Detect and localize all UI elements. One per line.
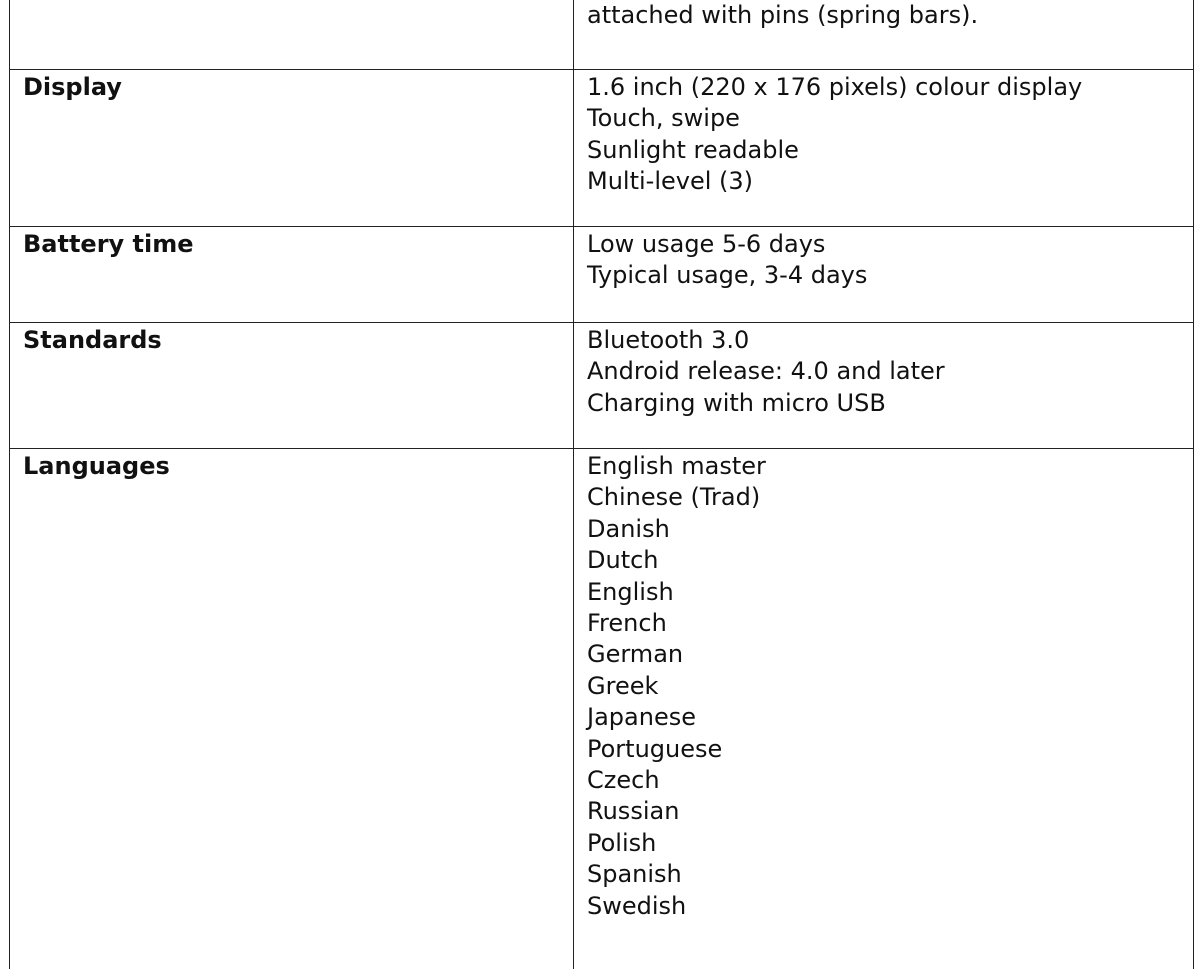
row-value-line: German xyxy=(587,639,1193,670)
row-label xyxy=(10,70,574,226)
row-label xyxy=(10,323,574,448)
row-value-line: Multi-level (3) xyxy=(587,166,1193,197)
row-value-line: English xyxy=(587,577,1193,608)
row-value xyxy=(574,0,1193,69)
row-value-line: Russian xyxy=(587,796,1193,827)
row-value-line: Czech xyxy=(587,765,1193,796)
row-value-line: attached with pins (spring bars). xyxy=(587,0,1193,31)
row-value-line: Bluetooth 3.0 xyxy=(587,325,1193,356)
row-value xyxy=(574,449,1193,969)
row-value-line: Japanese xyxy=(587,702,1193,733)
row-label xyxy=(10,449,574,969)
row-value-line: Swedish xyxy=(587,891,1193,922)
spec-table xyxy=(9,0,1194,969)
row-value-line: Portuguese xyxy=(587,734,1193,765)
table-row-display xyxy=(10,70,1193,227)
row-value-line: French xyxy=(587,608,1193,639)
row-value-line: Spanish xyxy=(587,859,1193,890)
row-value-line: Android release: 4.0 and later xyxy=(587,356,1193,387)
row-value-line: Dutch xyxy=(587,545,1193,576)
row-value-line: Danish xyxy=(587,514,1193,545)
table-row-standards xyxy=(10,323,1193,449)
row-label xyxy=(10,0,574,69)
row-value-line: Greek xyxy=(587,671,1193,702)
table-row-languages xyxy=(10,449,1193,969)
row-label-text: Languages xyxy=(23,451,573,482)
row-value-line: Touch, swipe xyxy=(587,103,1193,134)
row-value xyxy=(574,227,1193,322)
row-label-text: Battery time xyxy=(23,229,573,260)
row-value xyxy=(574,323,1193,448)
row-value-line: 1.6 inch (220 x 176 pixels) colour display xyxy=(587,72,1193,103)
row-value-line: Low usage 5-6 days xyxy=(587,229,1193,260)
row-value-line: Polish xyxy=(587,828,1193,859)
row-value-line: Charging with micro USB xyxy=(587,388,1193,419)
row-label-text: Display xyxy=(23,72,573,103)
row-value-line: English master xyxy=(587,451,1193,482)
row-value-line: Chinese (Trad) xyxy=(587,482,1193,513)
row-value-line: Typical usage, 3-4 days xyxy=(587,260,1193,291)
table-row-materials xyxy=(10,0,1193,70)
row-label xyxy=(10,227,574,322)
row-value-line: Sunlight readable xyxy=(587,135,1193,166)
table-row-battery-time xyxy=(10,227,1193,323)
row-label-text: Standards xyxy=(23,325,573,356)
row-value xyxy=(574,70,1193,226)
